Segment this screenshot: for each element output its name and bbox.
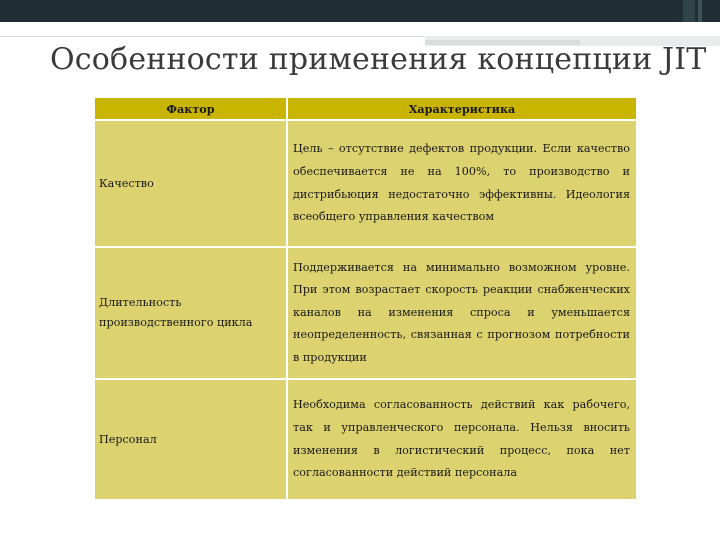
table-row bbox=[95, 380, 636, 499]
factor-cell: Длительность производственного цикла bbox=[95, 248, 286, 378]
table-row bbox=[95, 121, 636, 246]
top-decor-bar bbox=[0, 0, 720, 22]
table-row bbox=[95, 248, 636, 378]
jit-table bbox=[93, 96, 638, 501]
description-cell: Цель – отсутствие дефектов продукции. Если качество обеспечивается не на 100%, то производство и дистрибьюция недостаточно эффективны. Идеология всеобщего управления качеством bbox=[288, 121, 636, 246]
factor-cell: Персонал bbox=[95, 380, 286, 499]
description-cell: Поддерживается на минимально возможном уровне. При этом возрастает скорость реакции снабженческих каналов на изменения спроса и уменьшается неопределенность, связанная с прогнозом потребности в продукции bbox=[288, 248, 636, 378]
top-accent-block bbox=[683, 0, 695, 22]
header-factor: Фактор bbox=[95, 98, 286, 119]
table-header-row bbox=[95, 98, 636, 119]
factor-cell: Качество bbox=[95, 121, 286, 246]
top-accent-stripe bbox=[698, 0, 702, 22]
slide-title: Особенности применения концепции JIT bbox=[50, 42, 707, 77]
header-characteristic: Характеристика bbox=[288, 98, 636, 119]
description-cell: Необходима согласованность действий как рабочего, так и управленческого персонала. Нельзя вносить изменения в логистический процесс, пока нет согласованности действий персонала bbox=[288, 380, 636, 499]
